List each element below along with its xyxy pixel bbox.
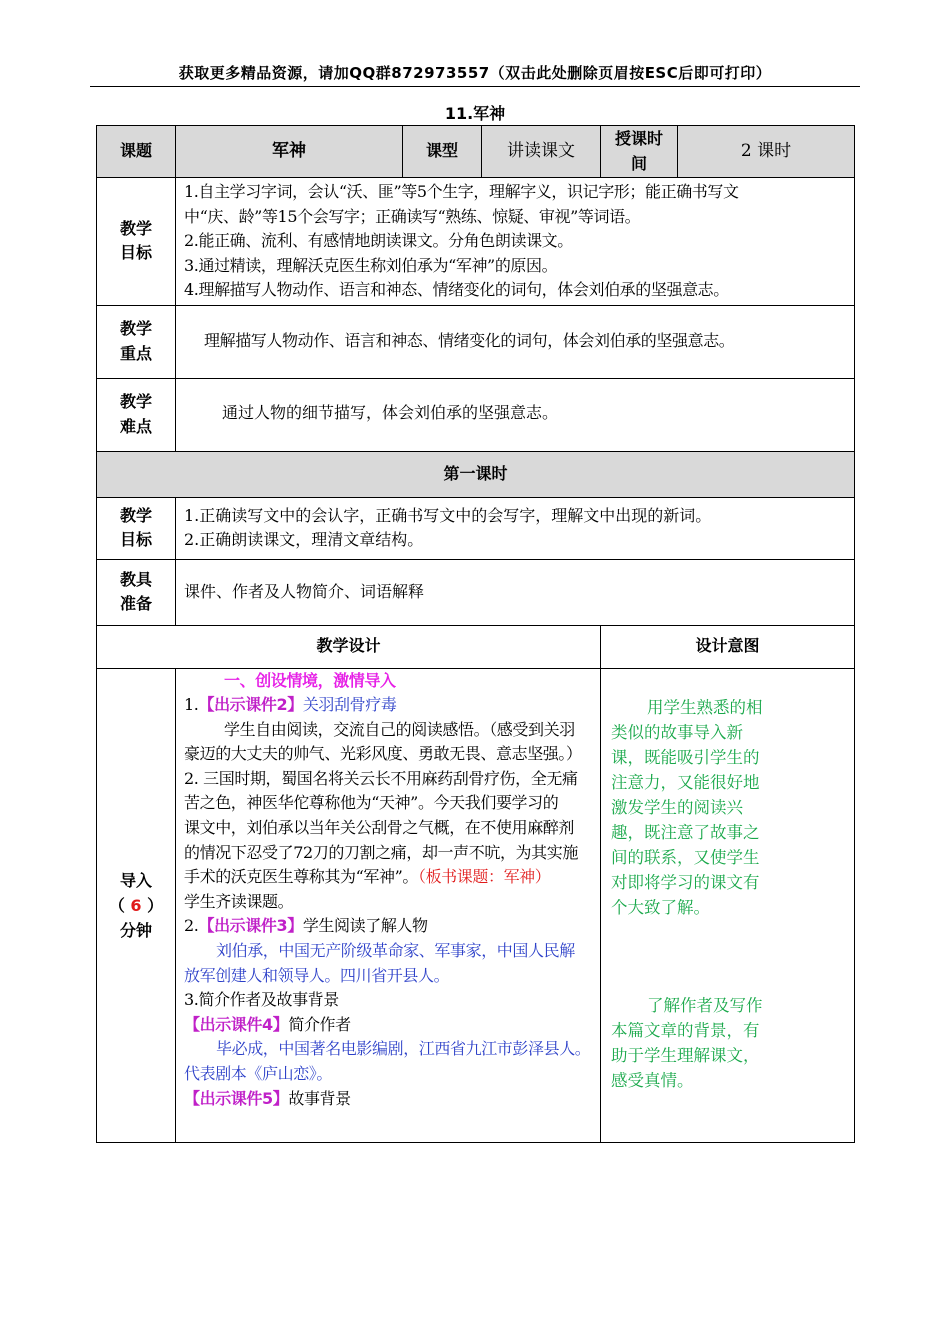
intro-minutes: 6 (130, 895, 142, 915)
intent-line: 助于学生理解课文， (611, 1045, 760, 1065)
intro-item5: 【出示课件5】故事背景 (184, 1088, 351, 1108)
intro-item2: 2.【出示课件3】学生阅读了解人物 (184, 916, 428, 936)
difficulty-text: 通过人物的细节描写，体会刘伯承的坚强意志。 (176, 378, 855, 451)
intro-p2a: 2. 三国时期，蜀国名将关云长不用麻药刮骨疗伤，全无痛 (184, 768, 578, 788)
intro-p2e: 手术的沃克医生尊称其为“军神”。（板书课题：军神） (184, 867, 551, 887)
intro-item3: 3.简介作者及故事背景 (184, 990, 339, 1010)
goals-label: 教学目标 (97, 178, 176, 306)
intent-line: 间的联系，又使学生 (611, 847, 760, 867)
goals-content (176, 178, 855, 306)
tools-label: 教具准备 (97, 559, 176, 625)
page-header: 获取更多精品资源，请加QQ群872973557（双击此处删除页眉按ESC后即可打印） (178, 64, 772, 82)
board-title-note: （板书课题：军神） (417, 867, 551, 887)
intro-section-title: 一、创设情境，激情导入 (224, 670, 396, 690)
first-goals-content (176, 497, 855, 559)
design-header: 教学设计 (97, 625, 601, 668)
key-point-text: 理解描写人物动作、语言和神态、情绪变化的词句，体会刘伯承的坚强意志。 (176, 305, 855, 378)
intent-line: 课，既能吸引学生的 (611, 747, 760, 767)
intent-line: 了解作者及写作 (647, 995, 763, 1015)
intro-p3b: 放军创建人和领导人。四川省开县人。 (184, 965, 450, 985)
type-label: 课型 (403, 126, 482, 178)
topic-label: 课题 (97, 126, 176, 178)
goal-line: 2.能正确、流利、有感情地朗读课文。分角色朗读课文。 (184, 231, 573, 250)
first-lesson-heading-row (97, 451, 855, 497)
intro-p2d: 的情况下忍受了72刀的刀割之痛，却一声不吭，为其实施 (184, 842, 578, 862)
time-value: 2 课时 (678, 126, 855, 178)
intro-p2b: 苦之色，神医华佗尊称他为“天神”。今天我们要学习的 (184, 793, 559, 813)
intent-line: 趣，既注意了故事之 (611, 822, 760, 842)
goal-line: 1.自主学习字词，会认“沃、匪”等5个生字，理解字义，识记字形；能正确书写文 (184, 182, 739, 201)
intro-design-content (176, 668, 601, 1142)
intent-line: 用学生熟悉的相 (647, 697, 763, 717)
intent-line: 感受真情。 (611, 1070, 694, 1090)
tools-text: 课件、作者及人物简介、词语解释 (176, 559, 855, 625)
lesson-title: 11.军神 (444, 104, 506, 123)
goal-line: 中“庆、龄”等15个会写字；正确读写“熟练、惊疑、审视”等词语。 (184, 206, 641, 226)
intent-line: 对即将学习的课文有 (611, 872, 760, 892)
intent-header: 设计意图 (601, 625, 855, 668)
intro-minutes-line: （ 6 ） (108, 895, 164, 915)
intro-row (97, 668, 855, 1142)
intro-p1b: 豪迈的大丈夫的帅气、光彩风度、勇敢无畏、意志坚强。） (184, 744, 582, 764)
key-point-label: 教学重点 (97, 305, 176, 378)
topic-value: 军神 (176, 126, 403, 178)
first-lesson-heading: 第一课时 (97, 451, 855, 497)
intro-label-top: 导入 (119, 870, 152, 890)
goal-line: 3.通过精读，理解沃克医生称刘伯承为“军神”的原因。 (184, 255, 558, 275)
intro-label-bottom: 分钟 (119, 920, 152, 940)
type-value: 讲读课文 (482, 126, 601, 178)
intro-item1: 1.【出示课件2】关羽刮骨疗毒 (184, 695, 397, 715)
first-goals-row (97, 497, 855, 559)
intent-line: 类似的故事导入新 (611, 722, 743, 742)
time-label: 授课时间 (601, 126, 678, 178)
design-header-row (97, 625, 855, 668)
intent-line: 本篇文章的背景，有 (611, 1020, 760, 1040)
intro-p2c: 课文中，刘伯承以当年关公刮骨之气概，在不使用麻醉剂 (184, 818, 575, 838)
intro-label (97, 668, 176, 1142)
intent-line: 激发学生的阅读兴 (611, 797, 743, 817)
intro-p4b: 代表剧本《庐山恋》。 (184, 1064, 333, 1083)
intent-line: 注意力，又能很好地 (611, 772, 760, 792)
lesson-plan-table (96, 125, 855, 1143)
intro-p2f: 学生齐读课题。 (184, 891, 294, 911)
intro-p3a: 刘伯承，中国无产阶级革命家、军事家，中国人民解 (216, 941, 575, 961)
goals-row (97, 178, 855, 306)
header-rule (90, 86, 860, 87)
first-goal-line: 2.正确朗读课文，理清文章结构。 (184, 530, 424, 549)
intro-p1a: 学生自由阅读，交流自己的阅读感悟。（感受到关羽 (224, 719, 575, 739)
first-goals-label: 教学目标 (97, 497, 176, 559)
goal-line: 4.理解描写人物动作、语言和神态、情绪变化的词句，体会刘伯承的坚强意志。 (184, 280, 729, 299)
difficulty-label: 教学难点 (97, 378, 176, 451)
intro-intent-content (601, 668, 855, 1142)
first-goal-line: 1.正确读写文中的会认字，正确书写文中的会写字，理解文中出现的新词。 (184, 505, 712, 525)
key-point-row (97, 305, 855, 378)
intent-line: 个大致了解。 (611, 897, 710, 917)
difficulty-row (97, 378, 855, 451)
info-row (97, 126, 855, 178)
intro-item4: 【出示课件4】简介作者 (184, 1014, 351, 1034)
tools-row (97, 559, 855, 625)
intro-p4a: 毕必成，中国著名电影编剧，江西省九江市彭泽县人。 (216, 1039, 591, 1059)
